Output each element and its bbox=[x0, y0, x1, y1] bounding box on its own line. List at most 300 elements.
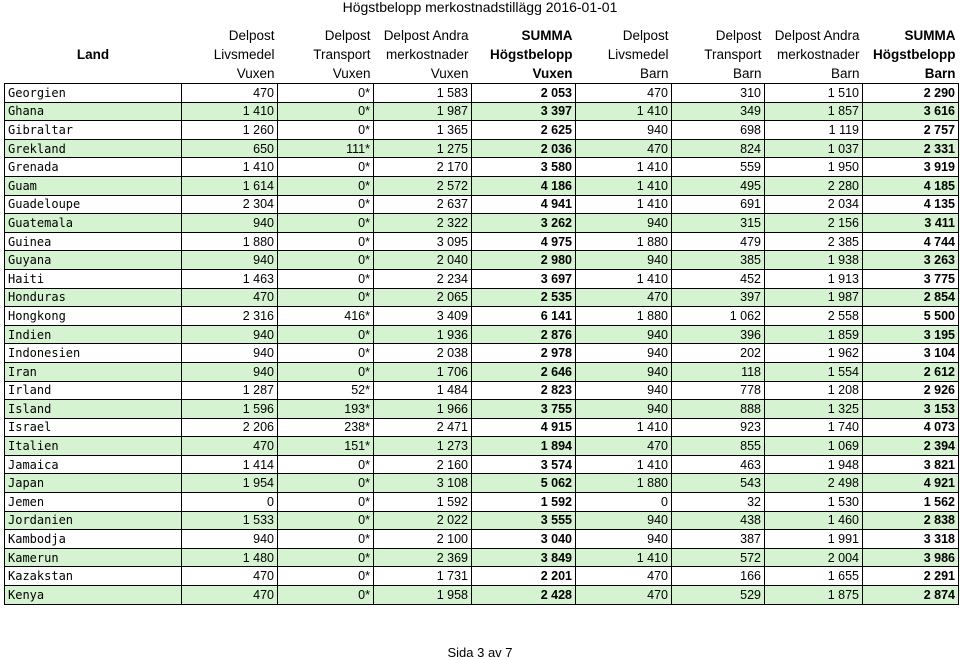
country-cell: Guadeloupe bbox=[5, 195, 182, 214]
livsmedel-vuxen-cell: 1 614 bbox=[182, 176, 278, 195]
andra-barn-cell: 1 037 bbox=[765, 139, 863, 158]
table-row bbox=[5, 344, 959, 363]
country-cell: Jordanien bbox=[5, 511, 182, 530]
header-line: Transport bbox=[704, 47, 762, 62]
header-line: SUMMA bbox=[904, 28, 956, 43]
andra-vuxen-cell: 1 936 bbox=[374, 325, 472, 344]
andra-vuxen-cell: 1 987 bbox=[374, 102, 472, 121]
livsmedel-barn-cell: 470 bbox=[576, 437, 672, 456]
transport-vuxen-cell: 151* bbox=[278, 437, 374, 456]
andra-barn-cell: 1 530 bbox=[765, 493, 863, 512]
andra-barn-cell: 2 385 bbox=[765, 232, 863, 251]
livsmedel-vuxen-cell: 940 bbox=[182, 325, 278, 344]
transport-vuxen-cell: 0* bbox=[278, 325, 374, 344]
andra-barn-cell: 1 208 bbox=[765, 381, 863, 400]
country-cell: Guyana bbox=[5, 251, 182, 270]
livsmedel-barn-cell: 1 410 bbox=[576, 158, 672, 177]
header-transport-barn bbox=[672, 26, 765, 84]
andra-barn-cell: 2 034 bbox=[765, 195, 863, 214]
summa-barn-cell: 2 838 bbox=[863, 511, 959, 530]
transport-barn-cell: 572 bbox=[672, 548, 765, 567]
transport-barn-cell: 1 062 bbox=[672, 307, 765, 326]
andra-vuxen-cell: 2 322 bbox=[374, 214, 472, 233]
summa-barn-cell: 3 318 bbox=[863, 530, 959, 549]
andra-barn-cell: 1 119 bbox=[765, 121, 863, 140]
livsmedel-vuxen-cell: 940 bbox=[182, 344, 278, 363]
summa-vuxen-cell: 2 625 bbox=[472, 121, 576, 140]
header-livsmedel-barn bbox=[576, 26, 672, 84]
andra-barn-cell: 1 460 bbox=[765, 511, 863, 530]
livsmedel-vuxen-cell: 2 206 bbox=[182, 418, 278, 437]
header-line: Högstbelopp bbox=[873, 47, 956, 62]
livsmedel-barn-cell: 1 410 bbox=[576, 548, 672, 567]
livsmedel-barn-cell: 1 880 bbox=[576, 474, 672, 493]
summa-barn-cell: 3 153 bbox=[863, 400, 959, 419]
transport-barn-cell: 778 bbox=[672, 381, 765, 400]
summa-vuxen-cell: 4 975 bbox=[472, 232, 576, 251]
andra-barn-cell: 1 950 bbox=[765, 158, 863, 177]
transport-barn-cell: 698 bbox=[672, 121, 765, 140]
transport-barn-cell: 202 bbox=[672, 344, 765, 363]
livsmedel-barn-cell: 940 bbox=[576, 121, 672, 140]
header-line: Delpost bbox=[324, 28, 371, 43]
transport-vuxen-cell: 0* bbox=[278, 269, 374, 288]
andra-vuxen-cell: 1 365 bbox=[374, 121, 472, 140]
transport-vuxen-cell: 416* bbox=[278, 307, 374, 326]
summa-barn-cell: 2 291 bbox=[863, 567, 959, 586]
transport-vuxen-cell: 0* bbox=[278, 84, 374, 103]
transport-barn-cell: 438 bbox=[672, 511, 765, 530]
summa-vuxen-cell: 2 978 bbox=[472, 344, 576, 363]
livsmedel-vuxen-cell: 470 bbox=[182, 567, 278, 586]
livsmedel-vuxen-cell: 1 414 bbox=[182, 455, 278, 474]
country-cell: Georgien bbox=[5, 84, 182, 103]
header-line: Livsmedel bbox=[607, 47, 669, 62]
table-row bbox=[5, 586, 959, 605]
summa-vuxen-cell: 2 646 bbox=[472, 362, 576, 381]
header-line: Vuxen bbox=[532, 66, 573, 81]
andra-vuxen-cell: 3 095 bbox=[374, 232, 472, 251]
transport-barn-cell: 397 bbox=[672, 288, 765, 307]
summa-vuxen-cell: 2 201 bbox=[472, 567, 576, 586]
table-row bbox=[5, 493, 959, 512]
andra-barn-cell: 1 740 bbox=[765, 418, 863, 437]
header-land bbox=[5, 26, 182, 84]
transport-barn-cell: 691 bbox=[672, 195, 765, 214]
table-row bbox=[5, 530, 959, 549]
livsmedel-vuxen-cell: 1 954 bbox=[182, 474, 278, 493]
livsmedel-barn-cell: 940 bbox=[576, 400, 672, 419]
table-row bbox=[5, 288, 959, 307]
summa-vuxen-cell: 6 141 bbox=[472, 307, 576, 326]
header-row bbox=[5, 26, 959, 84]
andra-barn-cell: 1 991 bbox=[765, 530, 863, 549]
livsmedel-barn-cell: 940 bbox=[576, 251, 672, 270]
livsmedel-barn-cell: 940 bbox=[576, 214, 672, 233]
summa-vuxen-cell: 3 262 bbox=[472, 214, 576, 233]
header-livsmedel-vuxen bbox=[182, 26, 278, 84]
summa-barn-cell: 3 821 bbox=[863, 455, 959, 474]
andra-vuxen-cell: 2 040 bbox=[374, 251, 472, 270]
country-cell: Grekland bbox=[5, 139, 182, 158]
transport-vuxen-cell: 0* bbox=[278, 214, 374, 233]
transport-barn-cell: 824 bbox=[672, 139, 765, 158]
summa-barn-cell: 2 757 bbox=[863, 121, 959, 140]
transport-vuxen-cell: 0* bbox=[278, 455, 374, 474]
table-row bbox=[5, 474, 959, 493]
summa-vuxen-cell: 2 876 bbox=[472, 325, 576, 344]
page-number: Sida 3 av 7 bbox=[447, 645, 513, 660]
livsmedel-barn-cell: 1 410 bbox=[576, 269, 672, 288]
transport-vuxen-cell: 0* bbox=[278, 567, 374, 586]
livsmedel-vuxen-cell: 1 410 bbox=[182, 102, 278, 121]
header-line: Vuxen bbox=[430, 66, 469, 81]
summa-vuxen-cell: 3 574 bbox=[472, 455, 576, 474]
table-row bbox=[5, 548, 959, 567]
transport-vuxen-cell: 0* bbox=[278, 344, 374, 363]
header-line: Transport bbox=[313, 47, 371, 62]
country-cell: Hongkong bbox=[5, 307, 182, 326]
header-andra-barn bbox=[765, 26, 863, 84]
summa-vuxen-cell: 3 555 bbox=[472, 511, 576, 530]
country-cell: Iran bbox=[5, 362, 182, 381]
table-row bbox=[5, 176, 959, 195]
country-cell: Japan bbox=[5, 474, 182, 493]
table-row bbox=[5, 418, 959, 437]
transport-vuxen-cell: 193* bbox=[278, 400, 374, 419]
andra-vuxen-cell: 1 273 bbox=[374, 437, 472, 456]
table-row bbox=[5, 84, 959, 103]
andra-barn-cell: 2 498 bbox=[765, 474, 863, 493]
header-line: merkostnader bbox=[385, 47, 469, 62]
header-line: Delpost Andra bbox=[774, 28, 860, 43]
andra-vuxen-cell: 2 471 bbox=[374, 418, 472, 437]
summa-barn-cell: 1 562 bbox=[863, 493, 959, 512]
header-transport-vuxen bbox=[278, 26, 374, 84]
country-cell: Kamerun bbox=[5, 548, 182, 567]
header-line: Delpost bbox=[228, 28, 275, 43]
transport-vuxen-cell: 52* bbox=[278, 381, 374, 400]
andra-barn-cell: 1 857 bbox=[765, 102, 863, 121]
summa-barn-cell: 2 926 bbox=[863, 381, 959, 400]
summa-vuxen-cell: 2 823 bbox=[472, 381, 576, 400]
country-cell: Ghana bbox=[5, 102, 182, 121]
transport-barn-cell: 349 bbox=[672, 102, 765, 121]
transport-vuxen-cell: 238* bbox=[278, 418, 374, 437]
summa-vuxen-cell: 3 755 bbox=[472, 400, 576, 419]
summa-barn-cell: 4 744 bbox=[863, 232, 959, 251]
table-row bbox=[5, 400, 959, 419]
livsmedel-vuxen-cell: 1 260 bbox=[182, 121, 278, 140]
transport-vuxen-cell: 0* bbox=[278, 158, 374, 177]
andra-vuxen-cell: 2 170 bbox=[374, 158, 472, 177]
andra-vuxen-cell: 1 958 bbox=[374, 586, 472, 605]
transport-vuxen-cell: 0* bbox=[278, 586, 374, 605]
header-line: Barn bbox=[639, 66, 669, 81]
andra-vuxen-cell: 2 100 bbox=[374, 530, 472, 549]
livsmedel-barn-cell: 1 880 bbox=[576, 232, 672, 251]
summa-barn-cell: 2 854 bbox=[863, 288, 959, 307]
transport-vuxen-cell: 0* bbox=[278, 102, 374, 121]
transport-barn-cell: 479 bbox=[672, 232, 765, 251]
country-cell: Indien bbox=[5, 325, 182, 344]
table-row bbox=[5, 232, 959, 251]
table-row bbox=[5, 269, 959, 288]
header-line: Delpost bbox=[622, 28, 669, 43]
andra-vuxen-cell: 1 706 bbox=[374, 362, 472, 381]
header-line: Barn bbox=[732, 66, 762, 81]
livsmedel-vuxen-cell: 940 bbox=[182, 251, 278, 270]
andra-barn-cell: 1 948 bbox=[765, 455, 863, 474]
table-row bbox=[5, 251, 959, 270]
andra-vuxen-cell: 2 160 bbox=[374, 455, 472, 474]
country-cell: Haiti bbox=[5, 269, 182, 288]
summa-vuxen-cell: 2 428 bbox=[472, 586, 576, 605]
transport-vuxen-cell: 0* bbox=[278, 474, 374, 493]
summa-vuxen-cell: 3 580 bbox=[472, 158, 576, 177]
summa-barn-cell: 3 775 bbox=[863, 269, 959, 288]
header-line: Barn bbox=[830, 66, 860, 81]
transport-vuxen-cell: 0* bbox=[278, 288, 374, 307]
andra-vuxen-cell: 1 731 bbox=[374, 567, 472, 586]
andra-vuxen-cell: 1 275 bbox=[374, 139, 472, 158]
summa-vuxen-cell: 2 535 bbox=[472, 288, 576, 307]
andra-barn-cell: 1 325 bbox=[765, 400, 863, 419]
table-row bbox=[5, 121, 959, 140]
summa-barn-cell: 4 921 bbox=[863, 474, 959, 493]
summa-barn-cell: 3 195 bbox=[863, 325, 959, 344]
country-cell: Jemen bbox=[5, 493, 182, 512]
country-cell: Israel bbox=[5, 418, 182, 437]
livsmedel-vuxen-cell: 470 bbox=[182, 288, 278, 307]
summa-vuxen-cell: 3 697 bbox=[472, 269, 576, 288]
andra-vuxen-cell: 2 038 bbox=[374, 344, 472, 363]
summa-barn-cell: 3 411 bbox=[863, 214, 959, 233]
country-cell: Gibraltar bbox=[5, 121, 182, 140]
transport-barn-cell: 32 bbox=[672, 493, 765, 512]
summa-barn-cell: 2 331 bbox=[863, 139, 959, 158]
transport-barn-cell: 888 bbox=[672, 400, 765, 419]
country-cell: Guatemala bbox=[5, 214, 182, 233]
country-cell: Honduras bbox=[5, 288, 182, 307]
table-row bbox=[5, 158, 959, 177]
summa-barn-cell: 2 290 bbox=[863, 84, 959, 103]
table-row bbox=[5, 307, 959, 326]
livsmedel-vuxen-cell: 470 bbox=[182, 437, 278, 456]
summa-vuxen-cell: 2 980 bbox=[472, 251, 576, 270]
transport-barn-cell: 452 bbox=[672, 269, 765, 288]
transport-barn-cell: 463 bbox=[672, 455, 765, 474]
header-line: Delpost bbox=[715, 28, 762, 43]
table-row bbox=[5, 102, 959, 121]
livsmedel-barn-cell: 1 410 bbox=[576, 102, 672, 121]
header-line: Barn bbox=[924, 66, 956, 81]
livsmedel-vuxen-cell: 940 bbox=[182, 530, 278, 549]
country-cell: Grenada bbox=[5, 158, 182, 177]
livsmedel-barn-cell: 1 410 bbox=[576, 195, 672, 214]
livsmedel-vuxen-cell: 1 880 bbox=[182, 232, 278, 251]
table-row bbox=[5, 567, 959, 586]
header-line: Livsmedel bbox=[213, 47, 275, 62]
livsmedel-barn-cell: 1 410 bbox=[576, 176, 672, 195]
header-line: Land bbox=[76, 47, 110, 62]
transport-barn-cell: 387 bbox=[672, 530, 765, 549]
transport-barn-cell: 559 bbox=[672, 158, 765, 177]
header-line: Delpost Andra bbox=[383, 28, 469, 43]
header-line: Vuxen bbox=[236, 66, 275, 81]
livsmedel-vuxen-cell: 1 463 bbox=[182, 269, 278, 288]
andra-barn-cell: 1 913 bbox=[765, 269, 863, 288]
andra-barn-cell: 2 004 bbox=[765, 548, 863, 567]
summa-barn-cell: 4 135 bbox=[863, 195, 959, 214]
header-line: Högstbelopp bbox=[490, 47, 573, 62]
summa-barn-cell: 3 986 bbox=[863, 548, 959, 567]
andra-barn-cell: 1 962 bbox=[765, 344, 863, 363]
summa-vuxen-cell: 2 036 bbox=[472, 139, 576, 158]
transport-barn-cell: 923 bbox=[672, 418, 765, 437]
country-cell: Italien bbox=[5, 437, 182, 456]
summa-vuxen-cell: 4 941 bbox=[472, 195, 576, 214]
livsmedel-vuxen-cell: 2 316 bbox=[182, 307, 278, 326]
table-row bbox=[5, 362, 959, 381]
andra-vuxen-cell: 1 484 bbox=[374, 381, 472, 400]
andra-barn-cell: 1 554 bbox=[765, 362, 863, 381]
transport-vuxen-cell: 0* bbox=[278, 251, 374, 270]
andra-vuxen-cell: 2 637 bbox=[374, 195, 472, 214]
andra-barn-cell: 1 875 bbox=[765, 586, 863, 605]
livsmedel-barn-cell: 1 880 bbox=[576, 307, 672, 326]
andra-barn-cell: 1 938 bbox=[765, 251, 863, 270]
transport-barn-cell: 529 bbox=[672, 586, 765, 605]
livsmedel-barn-cell: 940 bbox=[576, 344, 672, 363]
livsmedel-vuxen-cell: 1 410 bbox=[182, 158, 278, 177]
transport-vuxen-cell: 111* bbox=[278, 139, 374, 158]
summa-vuxen-cell: 1 592 bbox=[472, 493, 576, 512]
country-cell: Kenya bbox=[5, 586, 182, 605]
table-row bbox=[5, 325, 959, 344]
summa-barn-cell: 2 394 bbox=[863, 437, 959, 456]
summa-barn-cell: 3 104 bbox=[863, 344, 959, 363]
country-cell: Guinea bbox=[5, 232, 182, 251]
summa-vuxen-cell: 3 397 bbox=[472, 102, 576, 121]
andra-barn-cell: 1 069 bbox=[765, 437, 863, 456]
andra-barn-cell: 1 510 bbox=[765, 84, 863, 103]
andra-vuxen-cell: 2 022 bbox=[374, 511, 472, 530]
table-row bbox=[5, 381, 959, 400]
livsmedel-barn-cell: 1 410 bbox=[576, 418, 672, 437]
livsmedel-vuxen-cell: 650 bbox=[182, 139, 278, 158]
summa-vuxen-cell: 2 053 bbox=[472, 84, 576, 103]
transport-barn-cell: 118 bbox=[672, 362, 765, 381]
andra-vuxen-cell: 2 234 bbox=[374, 269, 472, 288]
transport-barn-cell: 315 bbox=[672, 214, 765, 233]
transport-barn-cell: 396 bbox=[672, 325, 765, 344]
header-line: Vuxen bbox=[332, 66, 371, 81]
summa-vuxen-cell: 4 915 bbox=[472, 418, 576, 437]
livsmedel-barn-cell: 940 bbox=[576, 381, 672, 400]
andra-vuxen-cell: 3 108 bbox=[374, 474, 472, 493]
livsmedel-vuxen-cell: 0 bbox=[182, 493, 278, 512]
livsmedel-vuxen-cell: 2 304 bbox=[182, 195, 278, 214]
transport-vuxen-cell: 0* bbox=[278, 121, 374, 140]
allowance-table bbox=[4, 26, 959, 605]
table-body bbox=[5, 84, 959, 605]
summa-vuxen-cell: 5 062 bbox=[472, 474, 576, 493]
transport-barn-cell: 543 bbox=[672, 474, 765, 493]
transport-vuxen-cell: 0* bbox=[278, 548, 374, 567]
livsmedel-vuxen-cell: 940 bbox=[182, 214, 278, 233]
livsmedel-barn-cell: 940 bbox=[576, 511, 672, 530]
transport-vuxen-cell: 0* bbox=[278, 362, 374, 381]
summa-vuxen-cell: 3 849 bbox=[472, 548, 576, 567]
country-cell: Irland bbox=[5, 381, 182, 400]
table-row bbox=[5, 437, 959, 456]
document-title: Högstbelopp merkostnadstillägg 2016-01-01 bbox=[342, 0, 618, 15]
livsmedel-barn-cell: 940 bbox=[576, 325, 672, 344]
livsmedel-barn-cell: 1 410 bbox=[576, 455, 672, 474]
country-cell: Kambodja bbox=[5, 530, 182, 549]
livsmedel-barn-cell: 470 bbox=[576, 586, 672, 605]
livsmedel-barn-cell: 940 bbox=[576, 530, 672, 549]
livsmedel-vuxen-cell: 1 287 bbox=[182, 381, 278, 400]
livsmedel-vuxen-cell: 940 bbox=[182, 362, 278, 381]
table-row bbox=[5, 214, 959, 233]
andra-barn-cell: 1 859 bbox=[765, 325, 863, 344]
transport-barn-cell: 385 bbox=[672, 251, 765, 270]
transport-vuxen-cell: 0* bbox=[278, 176, 374, 195]
livsmedel-barn-cell: 470 bbox=[576, 84, 672, 103]
summa-barn-cell: 3 263 bbox=[863, 251, 959, 270]
summa-barn-cell: 2 874 bbox=[863, 586, 959, 605]
header-line: SUMMA bbox=[521, 28, 573, 43]
header-summa-vuxen bbox=[472, 26, 576, 84]
transport-barn-cell: 495 bbox=[672, 176, 765, 195]
table-row bbox=[5, 455, 959, 474]
table-row bbox=[5, 139, 959, 158]
livsmedel-barn-cell: 940 bbox=[576, 362, 672, 381]
transport-vuxen-cell: 0* bbox=[278, 232, 374, 251]
andra-vuxen-cell: 3 409 bbox=[374, 307, 472, 326]
transport-vuxen-cell: 0* bbox=[278, 195, 374, 214]
transport-barn-cell: 855 bbox=[672, 437, 765, 456]
header-summa-barn bbox=[863, 26, 959, 84]
transport-vuxen-cell: 0* bbox=[278, 493, 374, 512]
summa-vuxen-cell: 1 894 bbox=[472, 437, 576, 456]
livsmedel-vuxen-cell: 1 596 bbox=[182, 400, 278, 419]
table-row bbox=[5, 511, 959, 530]
header-line: merkostnader bbox=[776, 47, 860, 62]
andra-barn-cell: 1 655 bbox=[765, 567, 863, 586]
livsmedel-barn-cell: 0 bbox=[576, 493, 672, 512]
livsmedel-vuxen-cell: 1 533 bbox=[182, 511, 278, 530]
andra-barn-cell: 2 558 bbox=[765, 307, 863, 326]
livsmedel-vuxen-cell: 470 bbox=[182, 586, 278, 605]
summa-vuxen-cell: 3 040 bbox=[472, 530, 576, 549]
summa-barn-cell: 5 500 bbox=[863, 307, 959, 326]
andra-vuxen-cell: 1 592 bbox=[374, 493, 472, 512]
andra-vuxen-cell: 1 966 bbox=[374, 400, 472, 419]
livsmedel-barn-cell: 470 bbox=[576, 139, 672, 158]
header-andra-vuxen bbox=[374, 26, 472, 84]
country-cell: Indonesien bbox=[5, 344, 182, 363]
summa-barn-cell: 4 073 bbox=[863, 418, 959, 437]
transport-barn-cell: 166 bbox=[672, 567, 765, 586]
transport-vuxen-cell: 0* bbox=[278, 511, 374, 530]
table-row bbox=[5, 195, 959, 214]
country-cell: Kazakstan bbox=[5, 567, 182, 586]
livsmedel-barn-cell: 470 bbox=[576, 567, 672, 586]
transport-vuxen-cell: 0* bbox=[278, 530, 374, 549]
